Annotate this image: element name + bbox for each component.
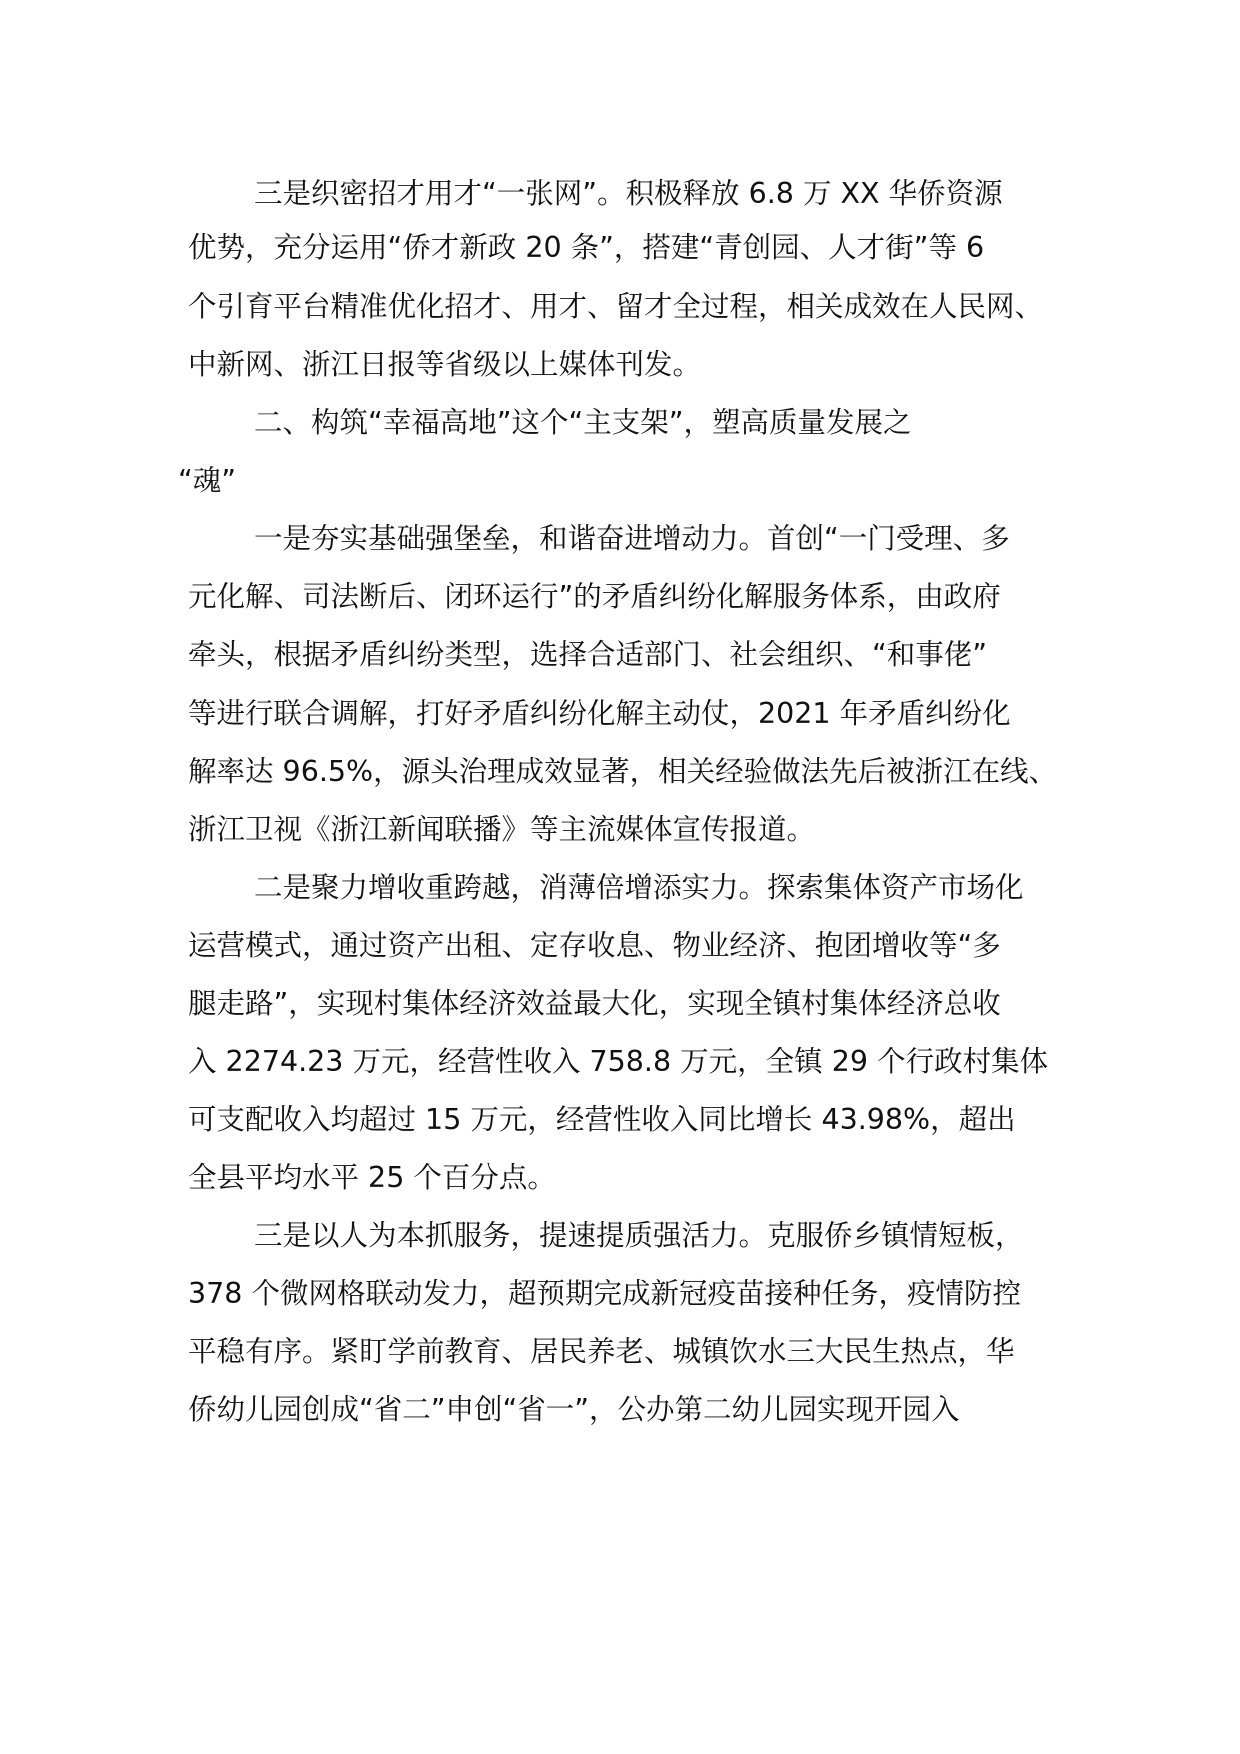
paragraph-line: 入 2274.23 万元，经营性收入 758.8 万元，全镇 29 个行政村集体 <box>188 1045 1049 1078</box>
paragraph-line: 腿走路”，实现村集体经济效益最大化，实现全镇村集体经济总收 <box>188 987 1001 1020</box>
paragraph-line: 平稳有序。紧盯学前教育、居民养老、城镇饮水三大民生热点，华 <box>188 1335 1015 1368</box>
paragraph-line: 三是以人为本抓服务，提速提质强活力。克服侨乡镇情短板， <box>254 1219 1024 1252</box>
section-heading: 二、构筑“幸福高地”这个“主支架”，塑高质量发展之 <box>254 406 912 439</box>
paragraph-line: 运营模式，通过资产出租、定存收息、物业经济、抱团增收等“多 <box>188 929 1001 962</box>
paragraph-line: 等进行联合调解，打好矛盾纠纷化解主动仗，2021 年矛盾纠纷化 <box>188 697 1011 730</box>
paragraph-line: 全县平均水平 25 个百分点。 <box>188 1161 556 1194</box>
section-heading-continued: “魂” <box>178 464 237 497</box>
paragraph-line: 牵头，根据矛盾纠纷类型，选择合适部门、社会组织、“和事佬” <box>188 638 988 671</box>
paragraph-line: 二是聚力增收重跨越，消薄倍增添实力。探索集体资产市场化 <box>254 871 1024 904</box>
paragraph-line: 中新网、浙江日报等省级以上媒体刊发。 <box>188 348 702 381</box>
paragraph-line: 解率达 96.5%，源头治理成效显著，相关经验做法先后被浙江在线、 <box>188 755 1058 788</box>
paragraph-line: 元化解、司法断后、闭环运行”的矛盾纠纷化解服务体系，由政府 <box>188 580 1001 613</box>
paragraph-line: 378 个微网格联动发力，超预期完成新冠疫苗接种任务，疫情防控 <box>188 1277 1021 1310</box>
paragraph-line: 侨幼儿园创成“省二”申创“省一”，公办第二幼儿园实现开园入 <box>188 1393 960 1426</box>
paragraph-line: 一是夯实基础强堡垒，和谐奋进增动力。首创“一门受理、多 <box>254 522 1010 555</box>
paragraph-line: 个引育平台精准优化招才、用才、留才全过程，相关成效在人民网、 <box>188 290 1044 323</box>
paragraph-line: 可支配收入均超过 15 万元，经营性收入同比增长 43.98%，超出 <box>188 1103 1016 1136</box>
paragraph-line: 优势，充分运用“侨才新政 20 条”，搭建“青创园、人才街”等 6 <box>188 231 985 264</box>
paragraph-line: 三是织密招才用才“一张网”。积极释放 6.8 万 XX 华侨资源 <box>254 177 1003 210</box>
paragraph-line: 浙江卫视《浙江新闻联播》等主流媒体宣传报道。 <box>188 813 816 846</box>
